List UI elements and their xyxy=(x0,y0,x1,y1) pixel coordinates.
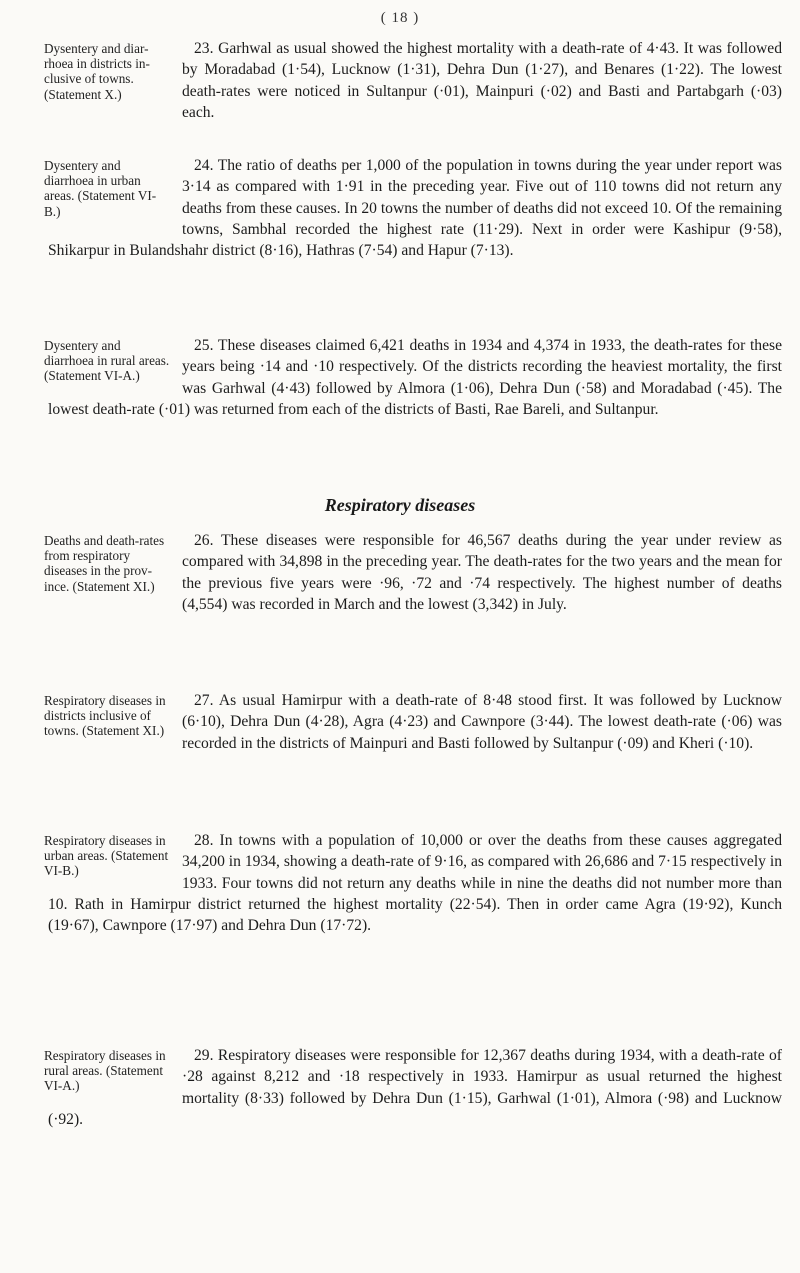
paragraph-23 xyxy=(44,38,782,123)
sidenote-23: Dysentery and diar-rhoea in districts in-clusive of towns. (Statement X.) xyxy=(44,41,150,102)
paragraph-26 xyxy=(44,530,782,615)
paragraph-text-28: In towns with a population of 10,000 or over the deaths from these causes aggregated 34,200 in 1934, showing a death-rate of 9·16, as compared with 26,686 and 7·15 respectively in 1933. Four towns did not return any deaths while in nine the deaths did not number more than 10. Rath in Hamirpur district returned the highest mortality (22·54). Then in order came Agra (19·92), Kunch (19·67), Cawnpore (17·97) and Dehra Dun (17·72). xyxy=(48,832,782,935)
sidenote-29: Respiratory diseases in rural areas. (Statement VI-A.) xyxy=(44,1048,166,1094)
para-number-25: 25. xyxy=(194,337,214,354)
sidenote-26: Deaths and death-rates from respiratory diseases in the prov-ince. (Statement XI.) xyxy=(44,533,165,594)
paragraph-text-27: As usual Hamirpur with a death-rate of 8·48 stood first. It was followed by Lucknow (6·10), Dehra Dun (4·28), Agra (4·23) and Cawnpore (3·44). The lowest death-rate (·06) was recorded in the districts of Mainpuri and Basti followed by Sultanpur (·09) and Kheri (·10). xyxy=(182,692,782,752)
sidenote-24: Dysentery and diarrhoea in urban areas. (Statement VI-B.) xyxy=(44,158,157,219)
paragraph-27 xyxy=(44,690,782,754)
para-number-26: 26. xyxy=(194,532,214,549)
paragraph-text-23: Garhwal as usual showed the highest mortality with a death-rate of 4·43. It was followed by Moradabad (1·54), Lucknow (1·31), Dehra Dun (1·27), and Benares (1·22). The lowest death-rates were noticed in Sultanpur (·01), Mainpuri (·02) and Basti and Partabgarh (·03) each. xyxy=(182,40,782,121)
paragraph-29 xyxy=(44,1045,782,1130)
para-number-29: 29. xyxy=(194,1047,214,1064)
sidenote-27: Respiratory diseases in districts inclusive of towns. (Statement XI.) xyxy=(44,693,166,739)
paragraph-text-24: The ratio of deaths per 1,000 of the population in towns during the year under report was 3·14 as compared with 1·91 in the preceding year. Five out of 110 towns did not return any deaths from these causes. In 20 towns the number of deaths did not exceed 10. Of the remaining towns, Sambhal recorded the highest rate (11·29). Next in order were Kashipur (9·58), Shikarpur in Bulandshahr district (8·16), Hathras (7·54) and Hapur (7·13). xyxy=(48,157,782,260)
paragraph-text-29: Respiratory diseases were responsible for 12,367 deaths during 1934, with a death-rate of ·28 against 8,212 and ·18 respectively in 1933. Hamirpur as usual returned the highest mortality (8·33) followed by Dehra Dun (1·15), Garhwal (1·01), Almora (·98) and Lucknow (·92). xyxy=(48,1047,782,1128)
paragraph-24 xyxy=(44,155,782,261)
page-number: ( 18 ) xyxy=(380,10,420,26)
para-number-27: 27. xyxy=(194,692,214,709)
paragraph-text-25: These diseases claimed 6,421 deaths in 1934 and 4,374 in 1933, the death-rates for these years being ·14 and ·10 respectively. Of the districts recording the heaviest mortality, the first was Garhwal (4·43) followed by Almora (1·06), Dehra Dun (·58) and Moradabad (·45). The lowest death-rate (·01) was returned from each of the districts of Basti, Rae Bareli, and Sultanpur. xyxy=(48,337,782,418)
section-heading: Respiratory diseases xyxy=(324,495,476,515)
paragraph-28 xyxy=(44,830,782,936)
sidenote-28: Respiratory diseases in urban areas. (Statement VI-B.) xyxy=(44,833,169,879)
paragraph-25 xyxy=(44,335,782,420)
paragraph-text-26: These diseases were responsible for 46,567 deaths during the year under review as compared with 34,898 in the preceding year. The death-rates for the two years and the mean for the previous five years were ·96, ·72 and ·74 respectively. The highest number of deaths (4,554) was recorded in March and the lowest (3,342) in July. xyxy=(182,532,782,613)
para-number-28: 28. xyxy=(194,832,214,849)
para-number-24: 24. xyxy=(194,157,214,174)
sidenote-25: Dysentery and diarrhoea in rural areas. (Statement VI-A.) xyxy=(44,338,170,384)
para-number-23: 23. xyxy=(194,40,214,57)
